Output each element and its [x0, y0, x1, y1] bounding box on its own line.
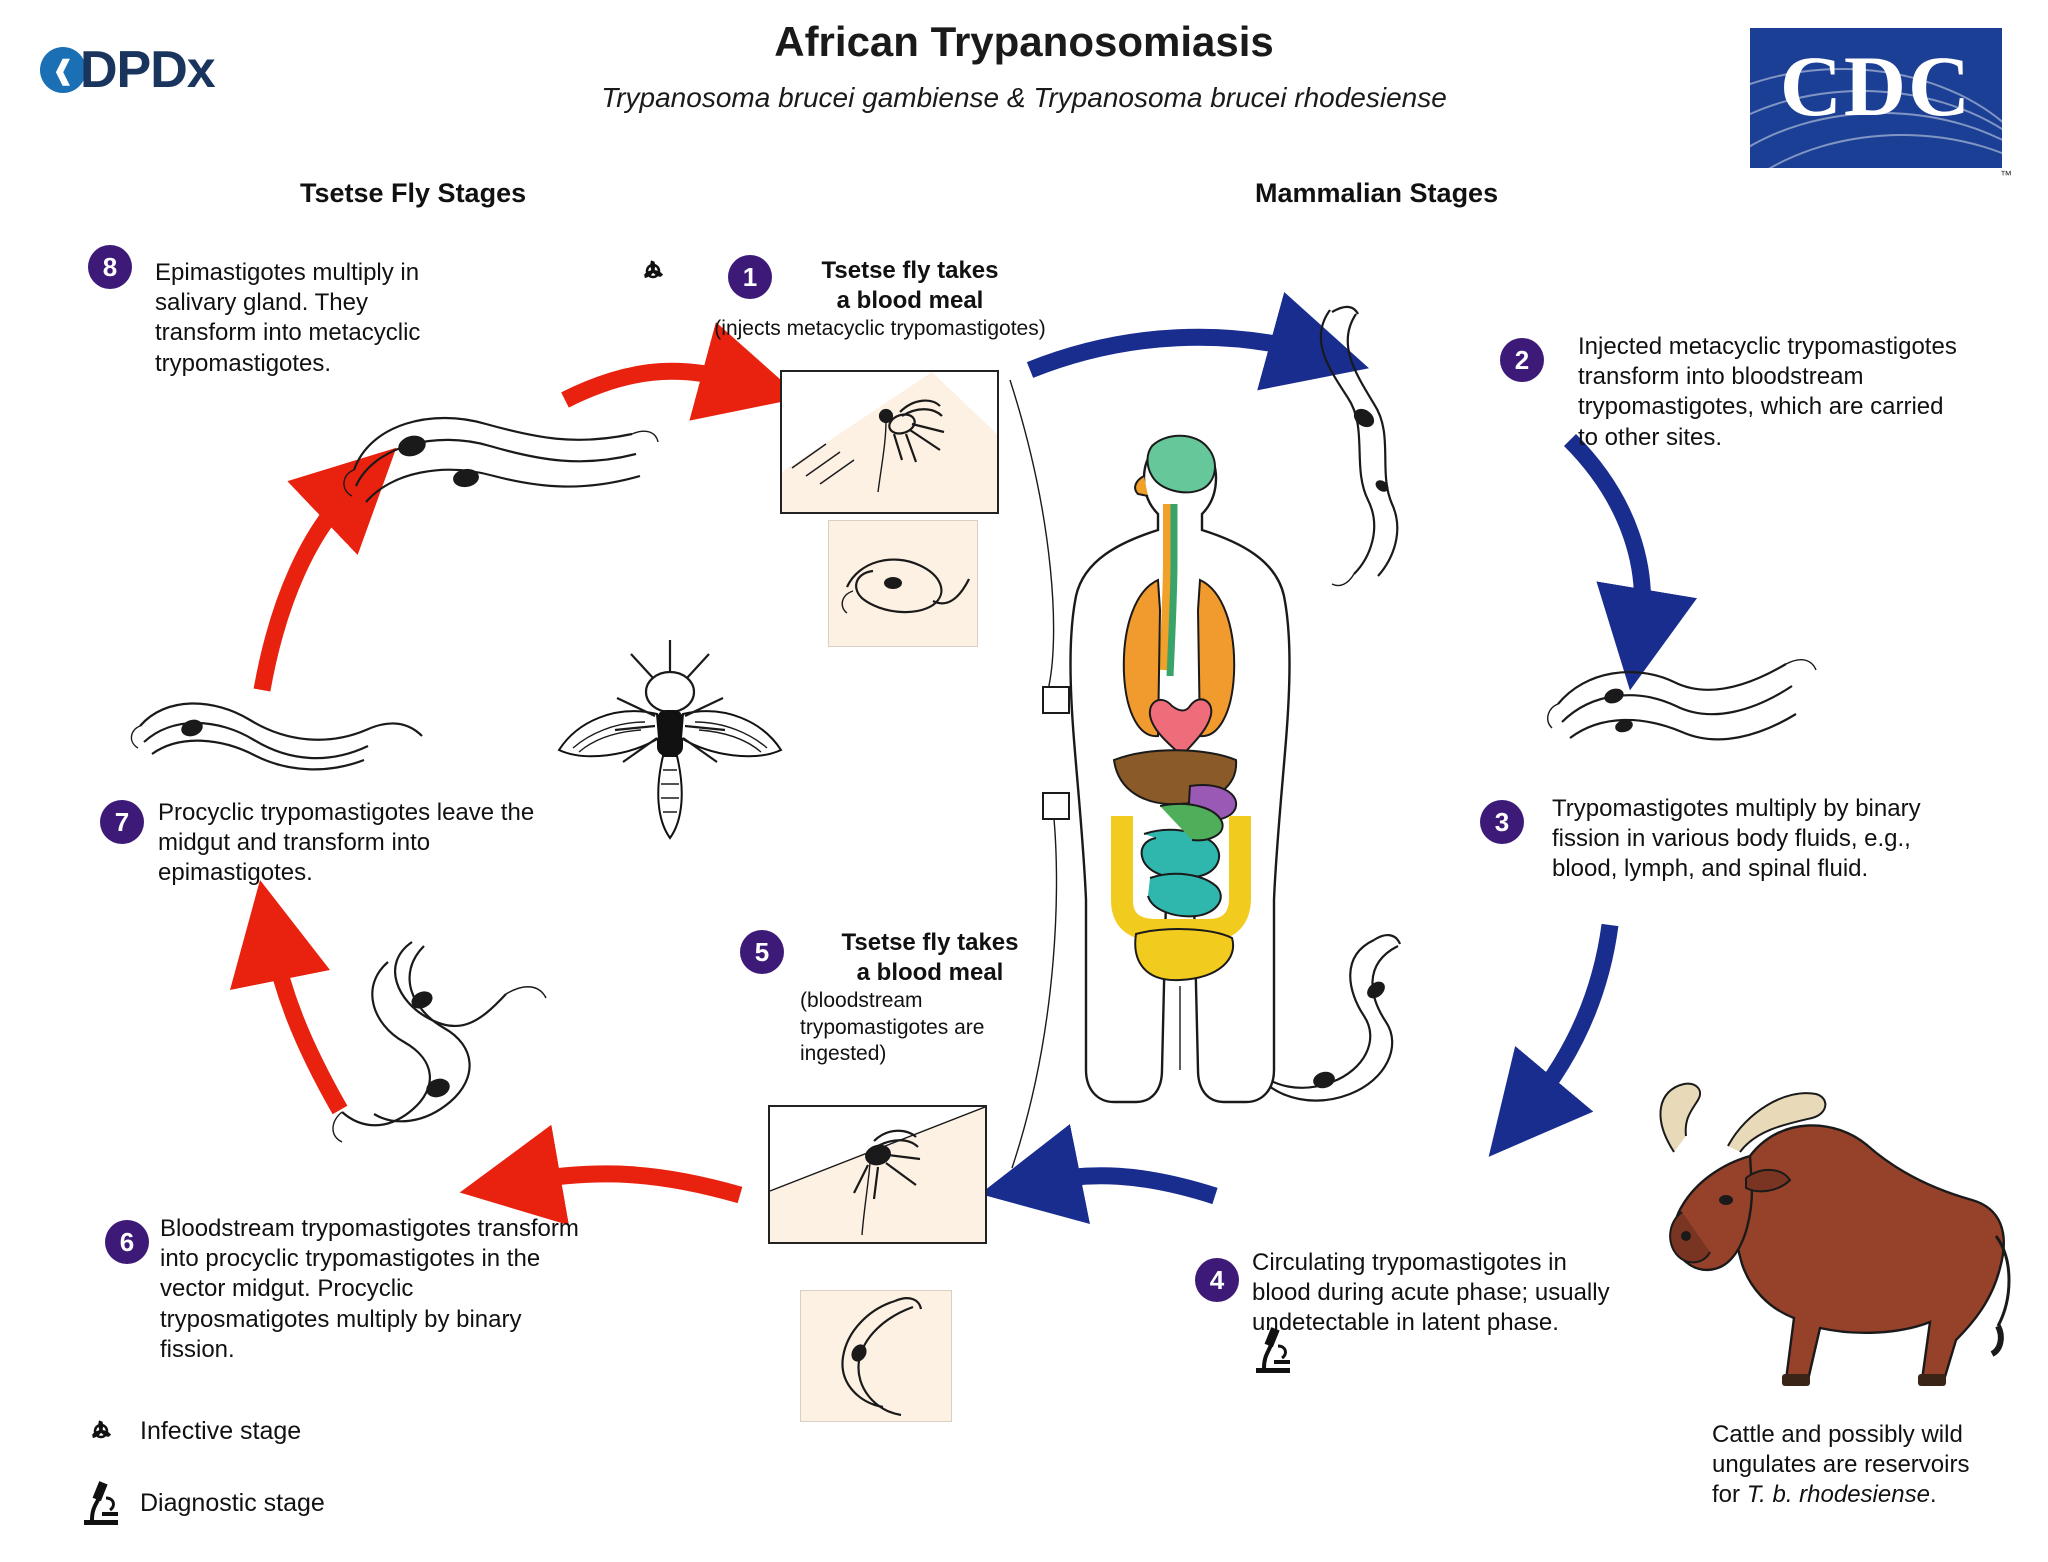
- step-text-8: Epimastigotes multiply in salivary gland. They transform into metacyclic trypomastigotes.: [155, 259, 421, 377]
- step-1-line2: a blood meal: [836, 287, 984, 315]
- page-title: African Trypanosomiasis: [774, 18, 1274, 65]
- ingested-trypomastigote-illustration: [800, 1290, 952, 1422]
- step-number-3: 3: [1480, 800, 1524, 844]
- step-text-7: Procyclic trypomastigotes leave the midgut and transform into epimastigotes.: [158, 799, 535, 887]
- step-number-2: 2: [1500, 338, 1544, 382]
- dpdx-logo-text: DPDx: [80, 41, 215, 99]
- step-5-line2: a blood meal: [856, 959, 1004, 987]
- step-number-1: 1: [728, 255, 772, 299]
- human-anatomy-illustration: [1040, 430, 1320, 1110]
- dividing-trypomastigote-illustration: [1540, 630, 1820, 810]
- page-subtitle: Trypanosoma brucei gambiense & Trypanosoma brucei rhodesiense: [601, 82, 1447, 113]
- step-text-6: Bloodstream trypomastigotes transform into procyclic trypomastigotes in the vector midgut. Procyclic tryposmatigotes multiply by binary fission.: [160, 1215, 579, 1363]
- biohazard-icon: [78, 1408, 124, 1454]
- arrow-4-to-5: [1040, 1176, 1215, 1196]
- arrow-2-to-3: [1570, 440, 1642, 630]
- step-1-line3: (injects metacyclic trypomastigotes): [714, 317, 1046, 341]
- step-number-4: 4: [1195, 1258, 1239, 1302]
- tsetse-fly-illustration: [545, 630, 795, 860]
- reservoir-note-line2: ungulates are reservoirs: [1712, 1451, 1970, 1479]
- reservoir-note-line3: [1712, 1480, 2042, 1510]
- reservoir-note-species: T. b. rhodesiense: [1746, 1481, 1930, 1509]
- arrow-3-to-4: [1528, 925, 1610, 1110]
- step-text-4: Circulating trypomastigotes in blood during acute phase; usually undetectable in latent phase.: [1252, 1249, 1610, 1337]
- legend-item-infective: [78, 1408, 301, 1454]
- bite-panel-1: [780, 370, 999, 514]
- step-text-5: [800, 928, 1060, 1068]
- salivary-epimastigote-illustration: [340, 380, 660, 560]
- section-heading-mammalian: Mammalian Stages: [1255, 178, 1499, 208]
- callout-marker-lower: [1042, 792, 1070, 820]
- metacyclic-trypomastigote-illustration: [828, 520, 978, 647]
- epimastigote-illustration: [130, 680, 430, 810]
- step-number-5: 5: [740, 930, 784, 974]
- step-text-1: [660, 256, 1080, 343]
- step-text-2: Injected metacyclic trypomastigotes transform into bloodstream trypomastigotes, which are carried to other sites.: [1578, 333, 1957, 451]
- step-5-line1: Tsetse fly takes: [841, 929, 1019, 956]
- cattle-illustration: [1600, 1060, 2020, 1400]
- step-number-8: 8: [88, 245, 132, 289]
- arrow-7-to-8: [262, 490, 352, 690]
- step-1-line1: Tsetse fly takes: [821, 257, 999, 284]
- step-text-3: Trypomastigotes multiply by binary fission in various body fluids, e.g., blood, lymph, and spinal fluid.: [1552, 795, 1921, 883]
- callout-marker-upper: [1042, 686, 1070, 714]
- bite-panel-5: [768, 1105, 987, 1244]
- section-heading-tsetse: Tsetse Fly Stages: [300, 178, 527, 208]
- cdc-trademark: ™: [2000, 168, 2012, 182]
- legend-label-infective: Infective stage: [140, 1416, 302, 1445]
- reservoir-note: [1712, 1420, 2042, 1511]
- step-number-6: 6: [105, 1220, 149, 1264]
- legend-label-diagnostic: Diagnostic stage: [140, 1488, 325, 1517]
- microscope-icon: [78, 1478, 124, 1528]
- reservoir-note-prefix: for: [1712, 1481, 1747, 1509]
- step-5-line3: (bloodstream trypomastigotes are ingested): [800, 989, 985, 1066]
- reservoir-note-suffix: .: [1929, 1481, 1937, 1509]
- reservoir-note-line1: Cattle and possibly wild: [1712, 1421, 1963, 1448]
- cdc-logo: [1750, 28, 2002, 168]
- legend-item-diagnostic: [78, 1478, 325, 1528]
- cdc-logo-text: CDC: [1779, 38, 1973, 134]
- procyclic-trypomastigote-illustration: [320, 930, 610, 1180]
- step-number-7: 7: [100, 800, 144, 844]
- dpdx-droplet-icon: ❰: [40, 47, 86, 93]
